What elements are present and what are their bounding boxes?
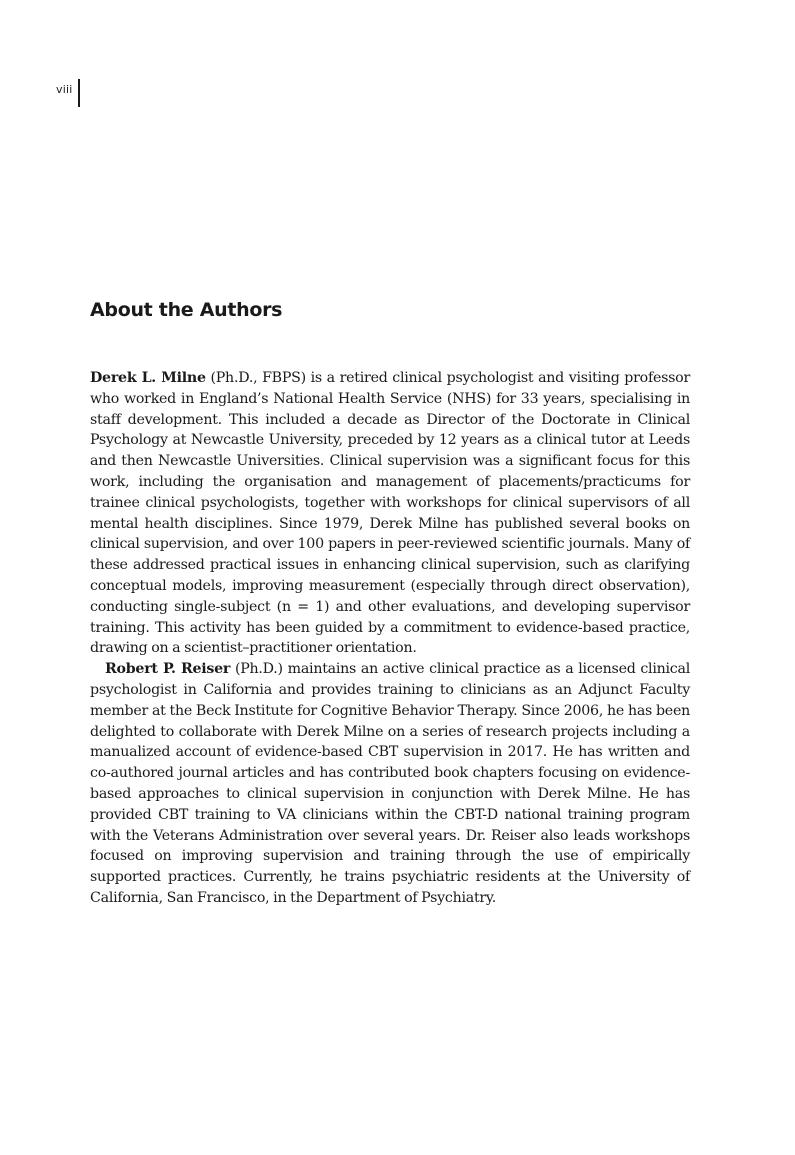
author-bio: (Ph.D., FBPS) is a retired clinical psychologist and visiting professor who worked in England’s National Health Service (NHS) for 33 years, specialising in staff development. This included a decade as Director of the Doctorate in Clinical Psychology at Newcastle University, preceded by 12 years as a clinical tutor at Leeds and then Newcastle Universities. Clinical supervision was a significant focus for this work, including the organisation and management of placements/practicums for trainee clinical psychologists, together with workshops for clinical supervisors of all mental health disciplines. Since 1979, Derek Milne has published several books on clinical supervision, and over 100 papers in peer-reviewed scientific journals. Many of these addressed practical issues in enhancing clinical supervision, such as clarifying conceptual models, improving measurement (especially through direct observation), conducting single-subject (n = 1) and other evaluations, and developing supervisor training. This activity has been guided by a commitment to evidence-based practice, drawing on a scientist–practitioner orientation.: [90, 370, 690, 657]
author-paragraph-milne: [90, 368, 690, 659]
author-paragraph-reiser: [90, 659, 690, 909]
author-name: Robert P. Reiser: [105, 661, 231, 678]
folio-rule: [78, 79, 80, 107]
page-folio: [56, 79, 82, 107]
author-bio: (Ph.D.) maintains an active clinical practice as a licensed clinical psychologist in California and provides training to clinicians as an Adjunct Faculty member at the Beck Institute for Cognitive Behavior Therapy. Since 2006, he has been delighted to collaborate with Derek Milne on a series of research projects including a manualized account of evidence-based CBT supervision in 2017. He has written and co-authored journal articles and has contributed book chapters focusing on evidence-based approaches to clinical supervision in conjunction with Derek Milne. He has provided CBT training to VA clinicians within the CBT-D national training program with the Veterans Administration over several years. Dr. Reiser also leads workshops focused on improving supervision and training through the use of empirically supported practices. Currently, he trains psychiatric residents at the University of California, San Francisco, in the Department of Psychiatry.: [90, 661, 690, 906]
section-heading: About the Authors: [90, 299, 283, 321]
author-name: Derek L. Milne: [90, 370, 206, 386]
page-number: viii: [56, 83, 73, 96]
authors-body: [90, 368, 690, 909]
